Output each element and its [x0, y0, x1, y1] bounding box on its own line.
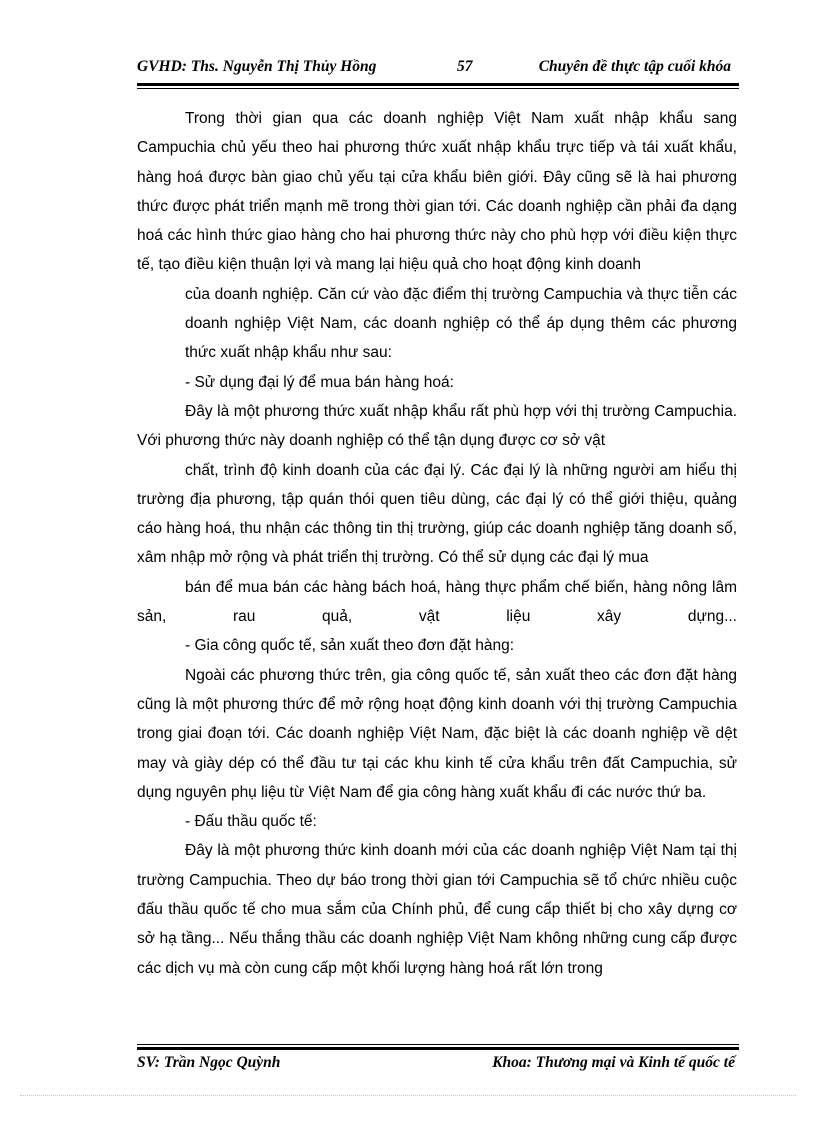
- footer-rule-thin: [137, 1044, 739, 1045]
- footer-faculty: Khoa: Thương mại và Kinh tế quốc tế: [492, 1054, 735, 1071]
- paragraph: Đây là một phương thức kinh doanh mới của các doanh nghiệp Việt Nam tại thị trường Campuchia. Theo dự báo trong thời gian tới Campuchia sẽ tổ chức nhiều cuộc đấu thầu quốc tế cho mua sắm của Chính phủ, để cung cấp thiết bị cho xây dựng cơ sở hạ tầng... Nếu thắng thầu các doanh nghiệp Việt Nam không những cung cấp được các dịch vụ mà còn cung cấp một khối lượng hàng hoá rất lớn trong: [137, 842, 737, 977]
- list-item-heading: - Đấu thầu quốc tế:: [185, 813, 317, 831]
- page-number: 57: [457, 58, 473, 75]
- header-supervisor: GVHD: Ths. Nguyễn Thị Thủy Hồng: [137, 58, 377, 75]
- list-item-heading: - Gia công quốc tế, sản xuất theo đơn đặt hàng:: [185, 637, 514, 655]
- footer-student: SV: Trần Ngọc Quỳnh: [137, 1054, 281, 1071]
- page-footer: [137, 1054, 739, 1076]
- paragraph: Đây là một phương thức xuất nhập khẩu rất phù hợp với thị trường Campuchia. Với phương thức này doanh nghiệp có thể tận dụng được cơ sở vật: [137, 402, 737, 450]
- paragraph: của doanh nghiệp. Căn cứ vào đặc điểm thị trường Campuchia và thực tiễn các doanh nghiệp Việt Nam, các doanh nghiệp có thể áp dụng thêm các phương thức xuất nhập khẩu như sau:: [185, 285, 737, 362]
- paragraph: Ngoài các phương thức trên, gia công quốc tế, sản xuất theo các đơn đặt hàng cũng là một phương thức để mở rộng hoạt động kinh doanh với thị trường Campuchia trong giai đoạn tới. Các doanh nghiệp Việt Nam, đặc biệt là các doanh nghiệp về dệt may và giày dép có thể đầu tư tại các khu kinh tế cửa khẩu trên đất Campuchia, sử dụng nguyên phụ liệu từ Việt Nam để gia công hàng xuất khẩu đi các nước thứ ba.: [137, 666, 737, 801]
- page-header: [137, 58, 739, 80]
- header-rule-thin: [137, 88, 739, 89]
- paragraph: Trong thời gian qua các doanh nghiệp Việt Nam xuất nhập khẩu sang Campuchia chủ yếu theo hai phương thức xuất nhập khẩu trực tiếp và tái xuất khẩu, hàng hoá được bàn giao chủ yếu tại cửa khẩu biên giới. Đây cũng sẽ là hai phương thức được phát triển mạnh mẽ trong thời gian tới. Các doanh nghiệp cần phải đa dạng hoá các hình thức giao hàng cho hai phương thức này cho phù hợp với điều kiện thực tế, tạo điều kiện thuận lợi và mang lại hiệu quả cho hoạt động kinh doanh: [137, 110, 737, 274]
- header-rule-thick: [137, 83, 739, 86]
- header-title: Chuyên đề thực tập cuối khóa: [538, 58, 731, 75]
- page-edge-dotted-line: [20, 1095, 796, 1096]
- footer-rule-thick: [137, 1047, 739, 1050]
- list-item-heading: - Sử dụng đại lý để mua bán hàng hoá:: [185, 373, 454, 391]
- paragraph: chất, trình độ kinh doanh của các đại lý. Các đại lý là những người am hiểu thị trường địa phương, tập quán thói quen tiêu dùng, các đại lý có thể giới thiệu, quảng cáo hàng hoá, thu nhận các thông tin thị trường, giúp các doanh nghiệp tăng doanh số, xâm nhập mở rộng và phát triển thị trường. Có thể sử dụng các đại lý mua: [137, 461, 737, 567]
- body-text: [137, 104, 737, 983]
- paragraph: bán để mua bán các hàng bách hoá, hàng thực phẩm chế biến, hàng nông lâm sản, rau quả, vật liệu xây dựng...: [137, 578, 737, 626]
